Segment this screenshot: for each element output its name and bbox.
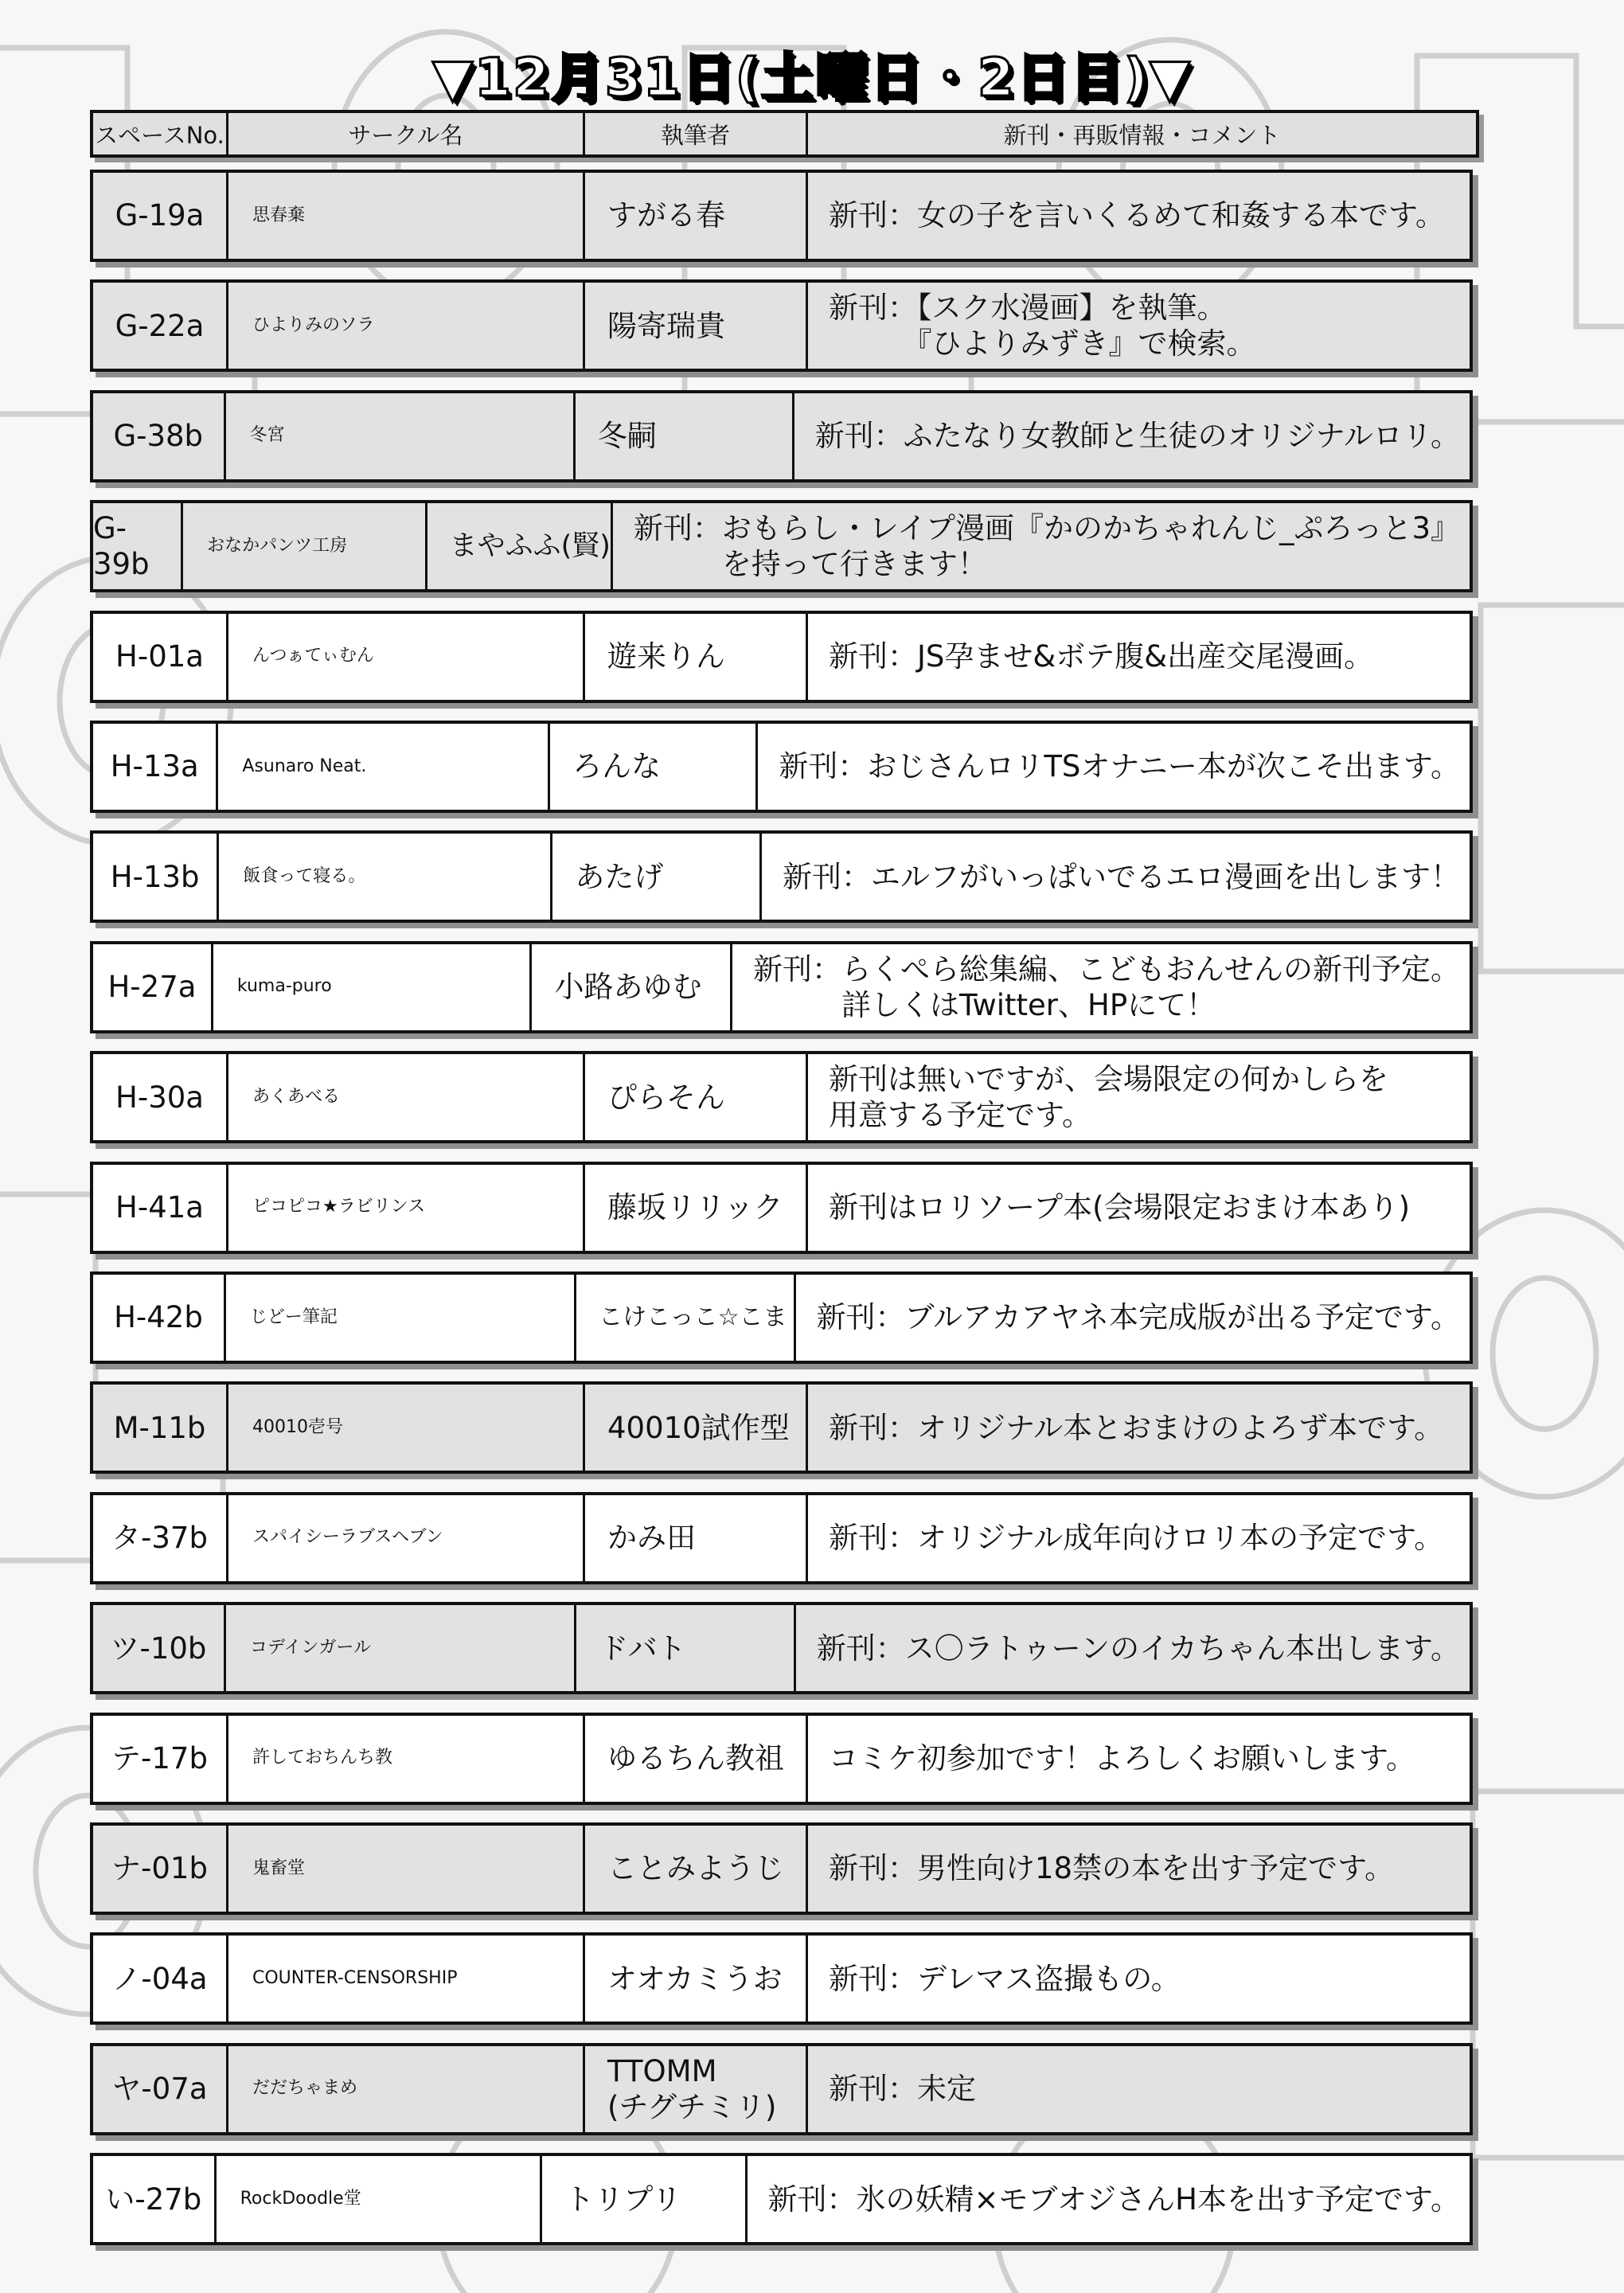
circle-name: COUNTER-CENSORSHIP bbox=[228, 1936, 585, 2022]
circle-name: んつぁてぃむん bbox=[228, 614, 585, 700]
table-row bbox=[90, 1713, 1473, 1805]
author-cell bbox=[576, 1275, 795, 1361]
table-row bbox=[90, 2043, 1473, 2135]
circle-name: 飯食って寝る。 bbox=[219, 834, 552, 920]
circle-name: だだちゃまめ bbox=[228, 2046, 585, 2132]
comment-cell bbox=[796, 1605, 1470, 1691]
author-cell bbox=[585, 1936, 808, 2022]
circle-name: kuma-puro bbox=[213, 944, 533, 1030]
comment-line-2: 詳しくはTwitter、HPにて！ bbox=[753, 987, 1216, 1022]
author-cell bbox=[552, 834, 762, 920]
comment-line-1: 新刊：未定 bbox=[829, 2072, 976, 2107]
author-cell bbox=[550, 724, 758, 810]
author-name-sub: (チグチミリ) bbox=[607, 2089, 777, 2124]
comment-line-1: コミケ初参加です！よろしくお願いします。 bbox=[829, 1741, 1416, 1776]
comment-cell bbox=[794, 393, 1470, 479]
comment-line-1: 新刊：ふたなり女教師と生徒のオリジナルロリ。 bbox=[814, 419, 1460, 454]
author-name: ろんな bbox=[572, 749, 662, 784]
author-name: すがる春 bbox=[607, 198, 725, 233]
space-number: ノ-04a bbox=[93, 1936, 228, 2022]
author-cell bbox=[585, 1716, 808, 1802]
author-cell bbox=[585, 1385, 808, 1471]
table-row bbox=[90, 721, 1473, 813]
table-row bbox=[90, 1381, 1473, 1474]
comment-cell bbox=[808, 1716, 1470, 1802]
table-row bbox=[90, 390, 1473, 482]
comment-line-1: 新刊：エルフがいっぱいでるエロ漫画を出します！ bbox=[783, 859, 1460, 894]
header-author: 執筆者 bbox=[585, 113, 808, 154]
author-name: 陽寄瑞貴 bbox=[607, 308, 725, 343]
circle-name: 40010壱号 bbox=[228, 1385, 585, 1471]
circle-name: おなかパンツ工房 bbox=[183, 503, 427, 589]
author-cell bbox=[585, 1495, 808, 1581]
circle-name: あくあべる bbox=[228, 1054, 585, 1140]
circle-name: スパイシーラブスヘブン bbox=[228, 1495, 585, 1581]
comment-line-1: 新刊：オリジナル本とおまけのよろず本です。 bbox=[829, 1410, 1444, 1445]
circle-name: じどー筆記 bbox=[226, 1275, 576, 1361]
comment-line-1: 新刊：男性向け18禁の本を出す予定です。 bbox=[829, 1851, 1395, 1886]
table-row bbox=[90, 2153, 1473, 2245]
space-number: ツ-10b bbox=[93, 1605, 226, 1691]
author-cell bbox=[427, 503, 613, 589]
space-number: G-19a bbox=[93, 173, 228, 259]
author-name: ゆるちん教祖 bbox=[607, 1741, 784, 1776]
author-cell bbox=[585, 614, 808, 700]
table-row bbox=[90, 1272, 1473, 1364]
circle-name: ひよりみのソラ bbox=[228, 283, 585, 369]
comment-line-1: 新刊：オリジナル成年向けロリ本の予定です。 bbox=[829, 1521, 1444, 1556]
author-cell bbox=[532, 944, 732, 1030]
comment-line-1: 新刊は無いですが、会場限定の何かしらを bbox=[829, 1062, 1388, 1097]
circle-name: 鬼畜堂 bbox=[228, 1826, 585, 1912]
space-number: M-11b bbox=[93, 1385, 228, 1471]
comment-cell bbox=[762, 834, 1470, 920]
comment-cell bbox=[732, 944, 1470, 1030]
author-cell bbox=[585, 1165, 808, 1251]
circle-name: 思春棄 bbox=[228, 173, 585, 259]
author-cell bbox=[576, 393, 794, 479]
author-name: 40010試作型 bbox=[607, 1410, 790, 1445]
header-space-no: スペースNo. bbox=[93, 113, 228, 154]
circle-name: コデインガール bbox=[226, 1605, 576, 1691]
comment-line-1: 新刊：ブルアカアヤネ本完成版が出る予定です。 bbox=[816, 1300, 1460, 1335]
comment-cell bbox=[808, 1495, 1470, 1581]
comment-line-2: 『ひよりみずき』で検索。 bbox=[829, 326, 1256, 361]
comment-cell bbox=[808, 2046, 1470, 2132]
author-name: こけこっこ☆こま bbox=[599, 1303, 787, 1331]
author-cell bbox=[576, 1605, 795, 1691]
table-row bbox=[90, 279, 1473, 372]
space-number: H-41a bbox=[93, 1165, 228, 1251]
table-row bbox=[90, 1602, 1473, 1694]
table-row bbox=[90, 830, 1473, 923]
space-number: ナ-01b bbox=[93, 1826, 228, 1912]
author-name: 遊来りん bbox=[607, 639, 725, 674]
comment-cell bbox=[808, 1936, 1470, 2022]
space-number: H-13b bbox=[93, 834, 219, 920]
author-name: かみ田 bbox=[607, 1521, 696, 1556]
table-row bbox=[90, 611, 1473, 703]
comment-line-2: を持って行きます！ bbox=[633, 547, 987, 582]
table-row bbox=[90, 1822, 1473, 1915]
comment-cell bbox=[613, 503, 1470, 589]
table-row bbox=[90, 170, 1473, 262]
header-comment: 新刊・再販情報・コメント bbox=[1003, 121, 1281, 149]
author-name: ぴらそん bbox=[607, 1080, 725, 1115]
table-row bbox=[90, 500, 1473, 592]
space-number: G-22a bbox=[93, 283, 228, 369]
space-number: H-13a bbox=[93, 724, 218, 810]
comment-cell bbox=[808, 283, 1470, 369]
comment-line-1: 新刊：女の子を言いくるめて和姦する本です。 bbox=[829, 198, 1446, 233]
space-number: ヤ-07a bbox=[93, 2046, 228, 2132]
author-name: TTOMM bbox=[607, 2053, 717, 2088]
space-number: H-27a bbox=[93, 944, 213, 1030]
table-row bbox=[90, 1162, 1473, 1254]
author-cell bbox=[585, 1054, 808, 1140]
table-header bbox=[90, 110, 1479, 158]
author-cell bbox=[585, 173, 808, 259]
comment-line-1: 新刊：【スク水漫画】を執筆。 bbox=[829, 291, 1227, 326]
page-title: ▼12月31日(土曜日・2日目)▼ bbox=[432, 47, 1192, 108]
comment-line-1: 新刊：らくぺら総集編、こどもおんせんの新刊予定。 bbox=[753, 951, 1460, 986]
comment-cell bbox=[808, 614, 1470, 700]
space-number: G-38b bbox=[93, 393, 226, 479]
space-number: タ-37b bbox=[93, 1495, 228, 1581]
circle-name: 冬宮 bbox=[226, 393, 576, 479]
circle-name: 許しておちんち教 bbox=[228, 1716, 585, 1802]
space-number: H-42b bbox=[93, 1275, 226, 1361]
author-cell bbox=[585, 283, 808, 369]
comment-line-1: 新刊：氷の妖精×モブオジさんH本を出す予定です。 bbox=[767, 2182, 1460, 2217]
comment-cell bbox=[808, 1826, 1470, 1912]
author-cell bbox=[585, 1826, 808, 1912]
comment-cell bbox=[808, 1385, 1470, 1471]
comment-line-1: 新刊：おもらし・レイプ漫画『かのかちゃれんじ_ぷろっと3』 bbox=[633, 511, 1460, 546]
author-cell bbox=[585, 2046, 808, 2132]
comment-line-1: 新刊：ス〇ラトゥーンのイカちゃん本出します。 bbox=[816, 1631, 1460, 1666]
author-name: ドバト bbox=[599, 1631, 686, 1666]
space-number: い-27b bbox=[93, 2156, 217, 2242]
circle-name: RockDoodle堂 bbox=[217, 2156, 543, 2242]
space-number: テ-17b bbox=[93, 1716, 228, 1802]
table-row bbox=[90, 941, 1473, 1033]
table-row bbox=[90, 1051, 1473, 1143]
table-row bbox=[90, 1932, 1473, 2025]
space-number: H-30a bbox=[93, 1054, 228, 1140]
comment-cell bbox=[758, 724, 1470, 810]
author-cell bbox=[542, 2156, 747, 2242]
comment-cell bbox=[808, 173, 1470, 259]
comment-line-2: 用意する予定です。 bbox=[829, 1098, 1092, 1133]
circle-name: ピコピコ★ラビリンス bbox=[228, 1165, 585, 1251]
circle-name: Asunaro Neat. bbox=[218, 724, 550, 810]
author-name: オオカミうお bbox=[607, 1961, 783, 1996]
author-name: 藤坂リリック bbox=[607, 1190, 783, 1225]
comment-line-1: 新刊：JS孕ませ&ボテ腹&出産交尾漫画。 bbox=[829, 639, 1374, 674]
comment-line-1: 新刊：デレマス盗撮もの。 bbox=[829, 1961, 1181, 1996]
comment-cell bbox=[808, 1165, 1470, 1251]
space-number: G-39b bbox=[93, 503, 183, 589]
comment-cell bbox=[748, 2156, 1470, 2242]
space-number: H-01a bbox=[93, 614, 228, 700]
author-name: 小路あゆむ bbox=[554, 970, 702, 1005]
comment-cell bbox=[796, 1275, 1470, 1361]
comment-line-1: 新刊はロリソープ本(会場限定おまけ本あり) bbox=[829, 1190, 1411, 1225]
author-name: 冬嗣 bbox=[597, 419, 657, 454]
comment-cell bbox=[808, 1054, 1470, 1140]
author-name: まやふふ(賢) bbox=[449, 529, 611, 562]
table-row bbox=[90, 1492, 1473, 1584]
author-name: トリプリ bbox=[564, 2182, 681, 2217]
author-name: ことみようじ bbox=[607, 1851, 784, 1886]
header-circle-name: サークル名 bbox=[228, 113, 585, 154]
author-name: あたげ bbox=[575, 859, 664, 894]
comment-line-1: 新刊：おじさんロリTSオナニー本が次こそ出ます。 bbox=[779, 749, 1460, 784]
